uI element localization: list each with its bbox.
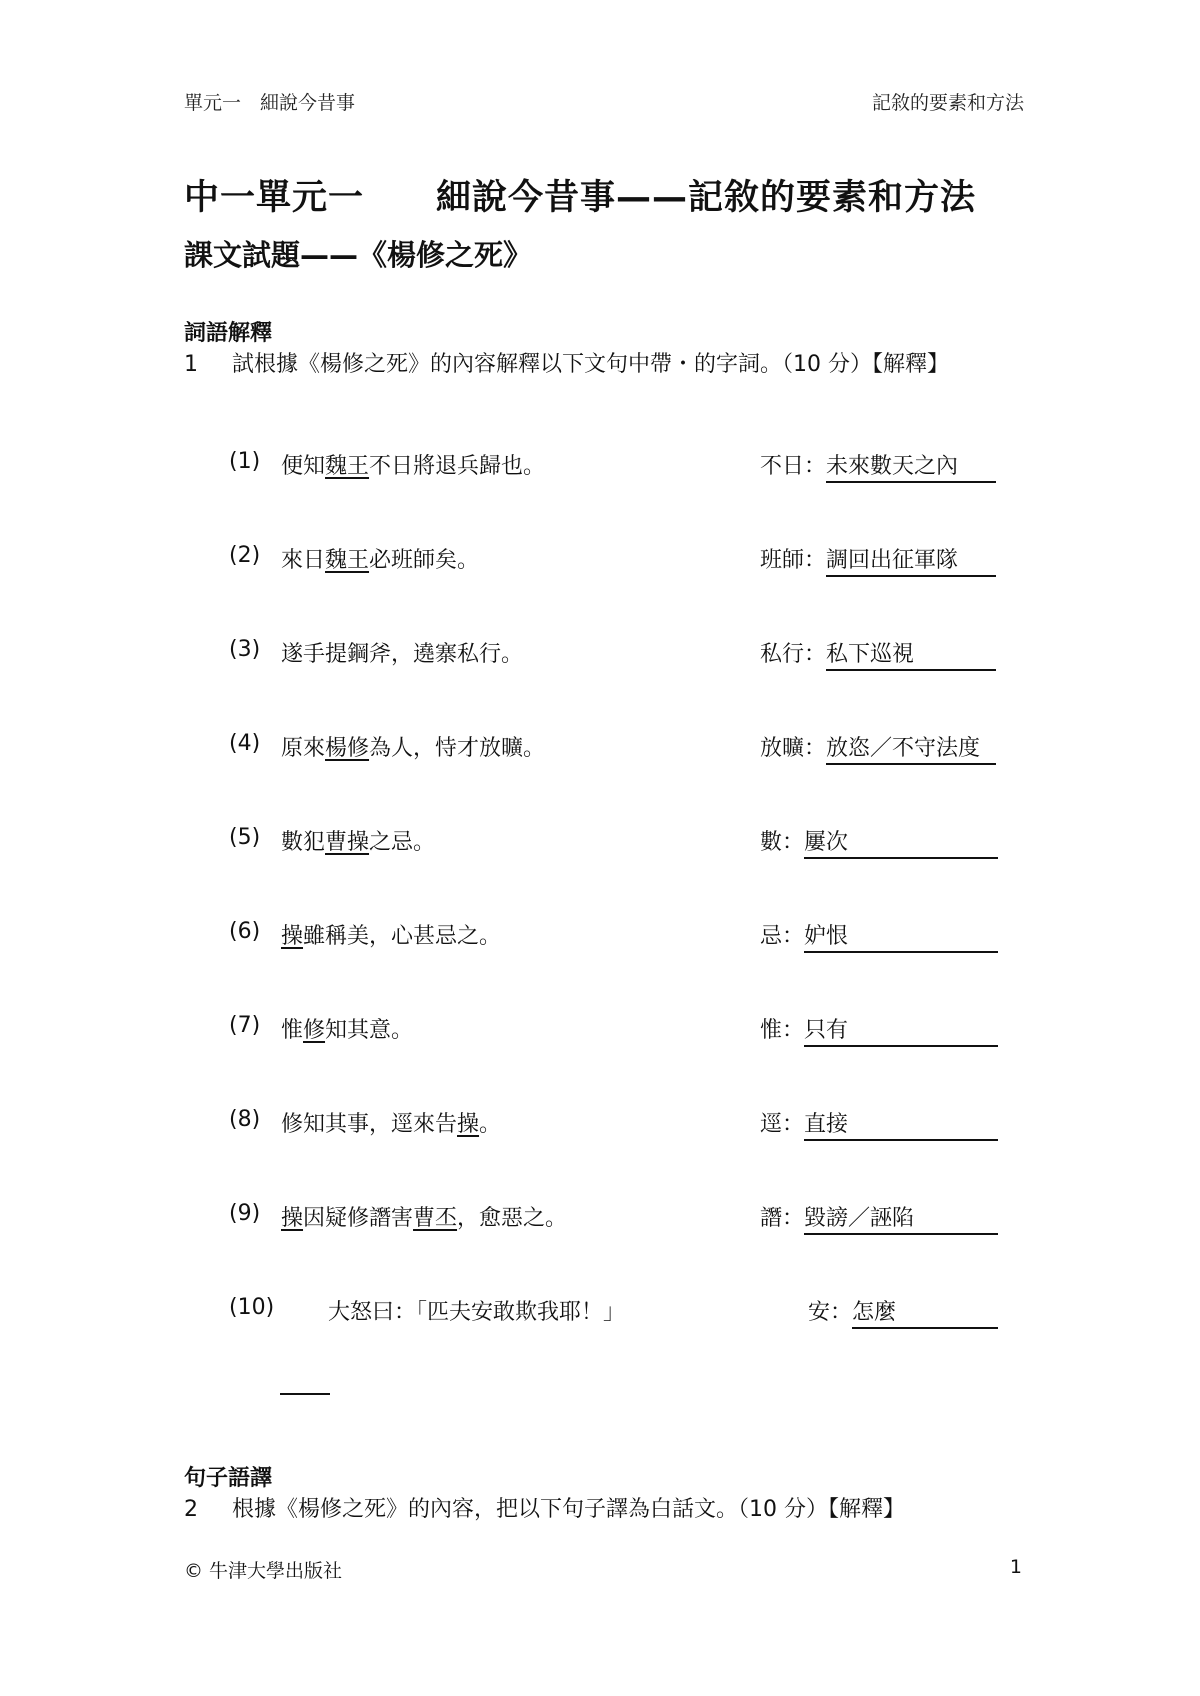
term-label: 不日： [760, 454, 827, 479]
item-answer [760, 1107, 998, 1141]
vocab-item [229, 1295, 1019, 1327]
term-label: 譖： [760, 1206, 805, 1231]
sentence-text: ，愈惡之。 [457, 1206, 568, 1231]
vocab-item [229, 449, 1019, 481]
proper-noun: 魏王 [325, 454, 370, 479]
sentence-text: 之忌。 [369, 830, 436, 855]
sentence-text: 大怒曰：「匹夫安敢欺我耶！」 [328, 1300, 626, 1325]
vocab-item [229, 919, 1019, 951]
vocab-item [229, 637, 1019, 669]
item-label: (7) [229, 1013, 261, 1038]
question-text: 試根據《楊修之死》的內容解釋以下文句中帶・的字詞。（10 分）【解釋】 [232, 352, 949, 377]
vocab-item [229, 1201, 1019, 1233]
item-answer [760, 825, 998, 859]
sentence-text: 。 [479, 1112, 502, 1137]
item-label: (5) [229, 825, 261, 850]
answer-text: 屢次 [804, 825, 998, 859]
term-label: 數： [760, 830, 805, 855]
proper-noun: 楊修 [325, 736, 370, 761]
sentence-text: 來日 [281, 548, 326, 573]
item-label: (3) [229, 637, 261, 662]
sentence-text: 不日將退兵歸也。 [369, 454, 546, 479]
answer-text: 調回出征軍隊 [826, 543, 996, 577]
answer-text: 未來數天之內 [826, 449, 996, 483]
answer-text: 放恣／不守法度 [826, 731, 996, 765]
vocab-item [229, 1013, 1019, 1045]
section-heading-translation: 句子語譯 [184, 1466, 273, 1491]
term-label: 逕： [760, 1112, 805, 1137]
sentence-text: 修知其事，逕來告 [281, 1112, 458, 1137]
page-subtitle: 課文試題——《楊修之死》 [184, 238, 533, 272]
term-label: 放曠： [760, 736, 827, 761]
item-answer [760, 449, 996, 483]
sentence-text: 遂手提鋼斧，遶寨私行。 [281, 642, 524, 667]
answer-text: 怎麼 [852, 1295, 998, 1329]
term-label: 私行： [760, 642, 827, 667]
item-answer [760, 1013, 998, 1047]
sentence-text: 知其意。 [325, 1018, 414, 1043]
item-sentence [281, 543, 479, 574]
vocab-item [229, 731, 1019, 763]
item-answer [760, 731, 996, 765]
question-number: 2 [184, 1497, 198, 1522]
item-label: (8) [229, 1107, 261, 1132]
question-number: 1 [184, 352, 198, 377]
item-answer [808, 1295, 998, 1329]
question-1 [184, 349, 1014, 381]
sentence-text: 為人，恃才放曠。 [369, 736, 546, 761]
term-label: 班師： [760, 548, 827, 573]
sentence-text: 必班師矣。 [369, 548, 480, 573]
proper-noun: 操 [281, 1206, 304, 1231]
page-number: 1 [1009, 1556, 1022, 1578]
proper-noun: 操 [281, 924, 304, 949]
item-label: (6) [229, 919, 261, 944]
item-answer [760, 637, 996, 671]
answer-text: 妒恨 [804, 919, 998, 953]
running-header-right: 記敘的要素和方法 [871, 92, 1024, 114]
proper-noun: 修 [303, 1018, 326, 1043]
answer-text: 私下巡視 [826, 637, 996, 671]
sentence-text: 因疑修譖害 [303, 1206, 414, 1231]
term-label: 忌： [760, 924, 805, 949]
proper-noun: 操 [457, 1112, 480, 1137]
proper-noun: 曹丕 [413, 1206, 458, 1231]
item-sentence [281, 1107, 501, 1138]
sentence-text: 便知 [281, 454, 326, 479]
item-label: (9) [229, 1201, 261, 1226]
term-label: 安： [808, 1300, 853, 1325]
sentence-text: 原來 [281, 736, 326, 761]
item-sentence [281, 1013, 413, 1044]
item-sentence [281, 919, 501, 950]
vocab-item [229, 1107, 1019, 1139]
item-sentence [281, 731, 545, 762]
running-header-left: 單元一 細說今昔事 [184, 92, 356, 114]
sentence-text: 雖稱美，心甚忌之。 [303, 924, 502, 949]
proper-noun: 魏王 [325, 548, 370, 573]
item-label: (1) [229, 449, 261, 474]
answer-text: 毀謗／誣陷 [804, 1201, 998, 1235]
answer-line-stub [280, 1393, 330, 1395]
sentence-text: 數犯 [281, 830, 326, 855]
item-label: (4) [229, 731, 261, 756]
vocab-item [229, 543, 1019, 575]
sentence-text: 惟 [281, 1018, 304, 1043]
item-sentence [281, 637, 523, 668]
item-sentence [281, 825, 435, 856]
section-heading-vocabulary: 詞語解釋 [184, 321, 273, 346]
copyright-footer: © 牛津大學出版社 [184, 1560, 343, 1582]
item-label: (2) [229, 543, 261, 568]
item-sentence [281, 449, 545, 480]
item-answer [760, 919, 998, 953]
item-label: (10) [229, 1295, 275, 1320]
item-sentence [281, 1201, 567, 1232]
item-answer [760, 543, 996, 577]
item-answer [760, 1201, 998, 1235]
proper-noun: 曹操 [325, 830, 370, 855]
item-sentence [328, 1295, 625, 1326]
question-2 [184, 1494, 1014, 1526]
question-text: 根據《楊修之死》的內容，把以下句子譯為白話文。（10 分）【解釋】 [232, 1497, 905, 1522]
answer-text: 只有 [804, 1013, 998, 1047]
vocab-item [229, 825, 1019, 857]
term-label: 惟： [760, 1018, 805, 1043]
answer-text: 直接 [804, 1107, 998, 1141]
page-title: 中一單元一 細說今昔事——記敘的要素和方法 [184, 178, 977, 218]
